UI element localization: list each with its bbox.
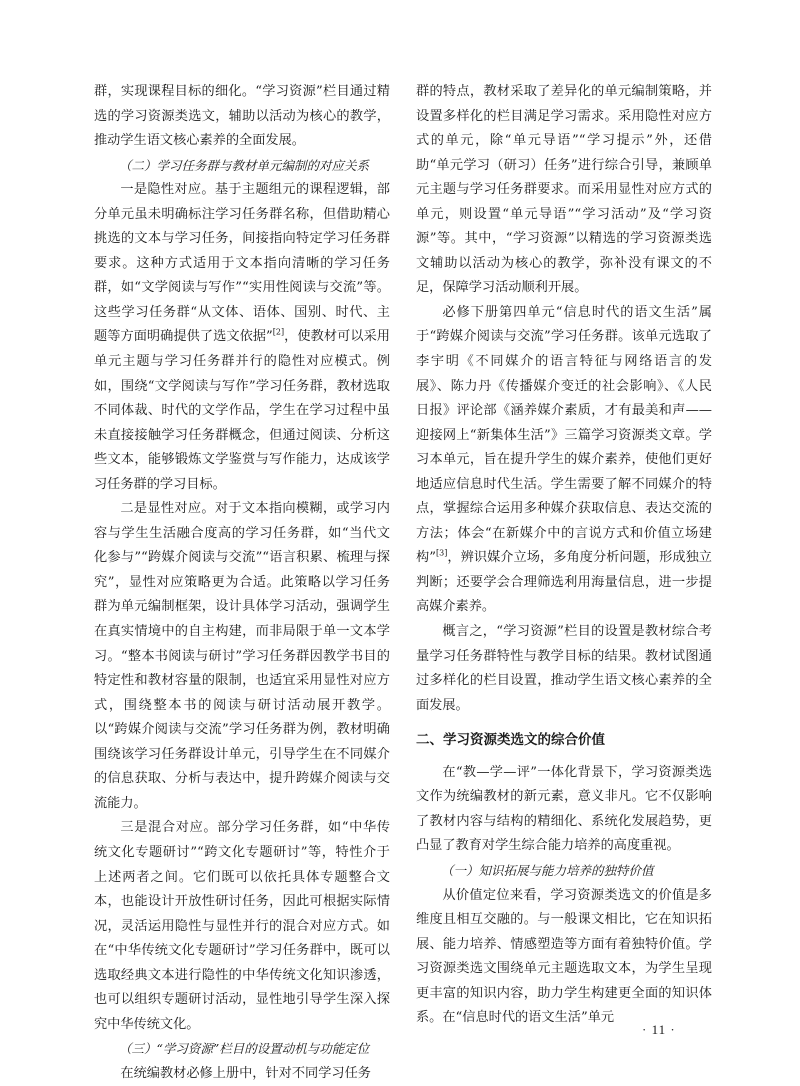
citation-ref: [2] bbox=[272, 328, 285, 338]
paragraph: 在“教—学—评”一体化背景下，学习资源类选文作为统编教材的新元素，意义非凡。它不仅影响了教材内容与结构的精细化、系统化发展趋势，更凸显了教育对学生综合能力培养的高度重视。 bbox=[416, 764, 712, 854]
section-title: 二、学习资源类选文的综合价值 bbox=[416, 732, 605, 749]
subheading: （二）学习任务群与教材单元编制的对应关系 bbox=[119, 157, 370, 173]
paragraph: 概言之，“学习资源”栏目的设置是教材综合考量学习任务群特性与教学目标的结果。教材试图通过多样化的栏目设置，推动学生语文核心素养的全面发展。 bbox=[416, 624, 712, 713]
right-column bbox=[416, 80, 712, 1031]
page-number: · 11 · bbox=[642, 1022, 676, 1037]
paragraph: 在统编教材必修上册中，针对不同学习任务 bbox=[120, 1065, 371, 1081]
paragraph-text: ，使教材可以采用单元主题与学习任务群并行的隐性对应模式。例如，围绕“文学阅读与写作”学习任务群，教材选取不同体裁、时代的文学作品，学生在学习过程中虽未直接接触学习任务群概念，但通过阅读、分析这些文本，能够锻炼文学鉴赏与写作能力，达成该学习任务群的学习目标。 bbox=[94, 329, 390, 492]
paragraph: 群的特点，教材采取了差异化的单元编制策略，并设置多样化的栏目满足学习需求。采用隐性对应方式的单元，除“单元导语”“学习提示”外，还借助“单元学习（研习）任务”进行综合引导，兼顾单元主题与学习任务群要求。而采用显性对应方式的单元，则设置“单元导语”“学习活动”及“学习资源”等。其中，“学习资源”以精选的学习资源类选文辅助以活动为核心的教学，弥补没有课文的不足，保障学习活动顺利开展。 bbox=[416, 84, 712, 296]
citation-ref: [3] bbox=[435, 549, 448, 558]
paragraph: 从价值定位来看，学习资源类选文的价值是多维度且相互交融的。与一般课文相比，它在知识拓展、能力培养、情感塑造等方面有着独特价值。学习资源类选文围绕单元主题选取文本，为学生呈现更丰富的知识内容，助力学生构建更全面的知识体系。在“信息时代的语文生活”单元 bbox=[416, 887, 712, 1026]
paragraph: 群，实现课程目标的细化。“学习资源”栏目通过精选的学习资源类选文，辅助以活动为核心的教学，推动学生语文核心素养的全面发展。 bbox=[94, 84, 390, 149]
paragraph-text: 一是隐性对应。基于主题组元的课程逻辑，部分单元虽未明确标注学习任务群名称，但借助精心挑选的文本与学习任务，间接指向特定学习任务群要求。这种方式适用于文本指向清晰的学习任务群，如“文学阅读与写作”“实用性阅读与交流”等。这些学习任务群“从文体、语体、国别、时代、主题等方面明确提供了选文依据” bbox=[94, 182, 390, 345]
left-column bbox=[94, 80, 390, 1086]
paragraph: 二是显性对应。对于文本指向模糊，或学习内容与学生生活融合度高的学习任务群，如“当代文化参与”“跨媒介阅读与交流”“语言积累、梳理与探究”，显性对应策略更为合适。此策略以学习任务群为单元编制框架，设计具体学习活动，强调学生在真实情境中的自主构建，而非局限于单一文本学习。“整本书阅读与研讨”学习任务群因教学书目的特定性和教材容量的限制，也适宜采用显性对应方式，围绕整本书的阅读与研讨活动展开教学。以“跨媒介阅读与交流”学习任务群为例，教材明确围绕该学习任务群设计单元，引导学生在不同媒介的信息获取、分析与表达中，提升跨媒介阅读与交流能力。 bbox=[94, 501, 390, 811]
paragraph-text: 必修下册第四单元“信息时代的语文生活”属于“跨媒介阅读与交流”学习任务群。该单元选取了李宇明《不同媒介的语言特征与网络语言的发展》、陈力丹《传播媒介变迁的社会影响》、《人民日报》评论部《涵养媒介素质，才有最美和声——迎接网上“新集体生活”》三篇学习资源类文章。学习本单元，旨在提升学生的媒介素养，使他们更好地适应信息时代生活。学生需要了解不同媒介的特点，掌握综合运用多种媒介获取信息、表达交流的方法；体会“在新媒介中的言说方式和价值立场建构” bbox=[416, 304, 712, 566]
paragraph bbox=[416, 301, 712, 620]
subheading: （三）“学习资源”栏目的设置动机与功能定位 bbox=[119, 1041, 370, 1057]
paragraph: 三是混合对应。部分学习任务群，如“中华传统文化专题研讨”“跨文化专题研讨”等，特性介于上述两者之间。它们既可以依托具体专题整合文本，也能设计开放性研讨任务，因此可根据实际情况，灵活运用隐性与显性并行的混合对应方式。如在“中华传统文化专题研讨”学习任务群中，既可以选取经典文本进行隐性的中华传统文化知识渗透，也可以组织专题研讨活动，显性地引导学生深入探究中华传统文化。 bbox=[94, 820, 390, 1032]
paragraph bbox=[94, 178, 390, 497]
paragraph-text: ，辨识媒介立场，多角度分析问题，形成独立判断；还要学会合理筛选利用海量信息，进一步提高媒介素养。 bbox=[416, 550, 712, 615]
subheading: （一）知识拓展与能力培养的独特价值 bbox=[441, 862, 654, 878]
